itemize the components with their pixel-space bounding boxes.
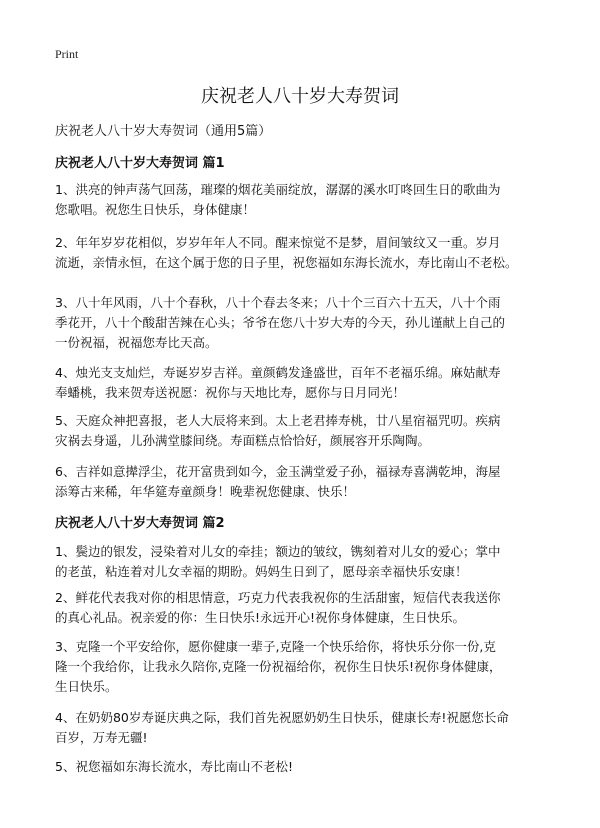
paragraph: 3、克隆一个平安给你，愿你健康一辈子,克隆一个快乐给你，将快乐分你一份,克 隆一个我给你，让我永久陪你,克隆一份祝福给你，祝你生日快乐!祝你身体健康， 生日快乐。 xyxy=(55,639,502,694)
paragraph: 2、年年岁岁花相似，岁岁年年人不同。醒来惊觉不是梦，眉间皱纹又一重。岁月 流逝，亲情永恒，在这个属于您的日子里，祝您福如东海长流水，寿比南山不老松。 xyxy=(55,235,518,270)
paragraph: 1、鬓边的银发，浸染着对儿女的牵挂；额边的皱纹，镌刻着对儿女的爱心；掌中 的老茧，粘连着对儿女幸福的期盼。妈妈生日到了，愿母亲幸福快乐安康！ xyxy=(55,544,501,579)
paragraph: 2、鲜花代表我对你的相思情意，巧克力代表我祝你的生活甜蜜，短信代表我送你 的真心礼品。祝亲爱的你：生日快乐!永远开心!祝你身体健康，生日快乐。 xyxy=(55,590,501,625)
paragraph: 1、洪亮的钟声荡气回荡，璀璨的烟花美丽绽放，潺潺的溪水叮咚回生日的歌曲为 您歌唱。祝您生日快乐，身体健康！ xyxy=(55,182,501,217)
section-heading-2: 庆祝老人八十岁大寿贺词 篇2 xyxy=(55,516,225,531)
paragraph: 4、在奶奶80岁寿诞庆典之际，我们首先祝愿奶奶生日快乐，健康长寿!祝愿您长命 百岁，万寿无疆! xyxy=(55,710,509,745)
paragraph: 3、八十年风雨，八十个春秋，八十个春去冬来；八十个三百六十五天，八十个雨 季花开，八十个酸甜苦辣在心头；爷爷在您八十岁大寿的今天，孙儿谨献上自己的 一份祝福，祝福您寿比天高。 xyxy=(55,295,506,350)
page-title: 庆祝老人八十岁大寿贺词 xyxy=(201,86,399,107)
section-heading-1: 庆祝老人八十岁大寿贺词 篇1 xyxy=(55,156,225,171)
print-link[interactable]: Print xyxy=(55,47,79,61)
paragraph: 6、吉祥如意撵浮尘，花开富贵到如今，金玉满堂爱子孙，福禄寿喜满乾坤，海屋 添筹古来稀，年华筵寿童颜身！晚辈祝您健康、快乐！ xyxy=(55,464,501,499)
paragraph: 4、烛光支支灿烂，寿诞岁岁吉祥。童颜鹤发逢盛世，百年不老福乐绵。麻姑献寿 奉蟠桃，我来贺寿送祝愿：祝你与天地比寿，愿你与日月同光！ xyxy=(55,365,501,400)
paragraph: 5、天庭众神把喜报，老人大辰将来到。太上老君捧寿桃，廿八星宿福咒叨。疾病 灾祸去身遥，儿孙满堂膝间绕。寿面糕点恰恰好，颜展容开乐陶陶。 xyxy=(55,413,501,448)
document-subtitle: 庆祝老人八十岁大寿贺词（通用5篇） xyxy=(55,124,272,139)
paragraph: 5、祝您福如东海长流水，寿比南山不老松! xyxy=(55,759,293,774)
